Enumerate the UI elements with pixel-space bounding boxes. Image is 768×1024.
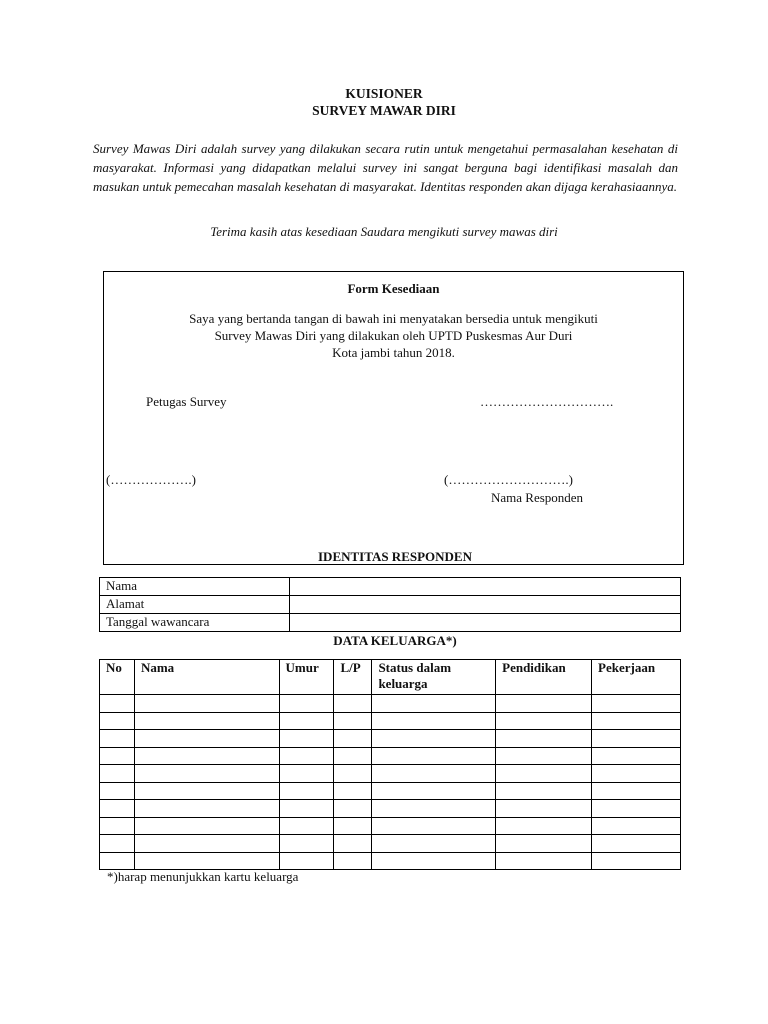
table-cell[interactable] — [134, 782, 279, 800]
table-cell[interactable] — [592, 835, 681, 853]
document-title: KUISIONER — [345, 86, 423, 101]
table-cell[interactable] — [334, 712, 372, 730]
table-cell[interactable] — [592, 730, 681, 748]
consent-text-line-1: Saya yang bertanda tangan di bawah ini menyatakan bersedia untuk mengikuti — [189, 311, 598, 326]
table-cell[interactable] — [134, 712, 279, 730]
table-row — [100, 765, 681, 783]
table-cell[interactable] — [496, 712, 592, 730]
column-header-age: Umur — [279, 660, 334, 695]
table-cell[interactable] — [496, 852, 592, 870]
table-cell[interactable] — [100, 852, 135, 870]
table-cell[interactable] — [279, 817, 334, 835]
table-cell[interactable] — [496, 730, 592, 748]
table-cell[interactable] — [100, 730, 135, 748]
identity-value-interview-date[interactable] — [289, 614, 680, 632]
table-cell[interactable] — [496, 817, 592, 835]
family-header-row — [100, 660, 681, 695]
table-cell[interactable] — [334, 765, 372, 783]
consent-text-line-3: Kota jambi tahun 2018. — [332, 345, 455, 360]
table-cell[interactable] — [134, 695, 279, 713]
table-cell[interactable] — [334, 852, 372, 870]
table-cell[interactable] — [592, 800, 681, 818]
table-cell[interactable] — [372, 765, 496, 783]
table-cell[interactable] — [372, 800, 496, 818]
table-cell[interactable] — [134, 852, 279, 870]
table-cell[interactable] — [134, 730, 279, 748]
table-cell[interactable] — [279, 695, 334, 713]
table-cell[interactable] — [496, 800, 592, 818]
table-cell[interactable] — [372, 747, 496, 765]
column-header-no: No — [100, 660, 135, 695]
table-cell[interactable] — [279, 800, 334, 818]
table-row — [100, 730, 681, 748]
column-header-family-status: Status dalam keluarga — [372, 660, 496, 695]
table-cell[interactable] — [592, 782, 681, 800]
table-cell[interactable] — [279, 782, 334, 800]
table-cell[interactable] — [100, 695, 135, 713]
table-cell[interactable] — [279, 747, 334, 765]
table-cell[interactable] — [496, 747, 592, 765]
table-cell[interactable] — [100, 835, 135, 853]
identity-label: Tanggal wawancara — [100, 614, 290, 632]
table-cell[interactable] — [372, 782, 496, 800]
identity-label: Alamat — [100, 596, 290, 614]
table-cell[interactable] — [592, 712, 681, 730]
table-row — [100, 747, 681, 765]
consent-text-line-2: Survey Mawas Diri yang dilakukan oleh UPTD Puskesmas Aur Duri — [214, 328, 573, 343]
table-cell[interactable] — [496, 835, 592, 853]
consent-title: Form Kesediaan — [347, 281, 440, 296]
column-header-name: Nama — [134, 660, 279, 695]
table-cell[interactable] — [279, 765, 334, 783]
table-cell[interactable] — [592, 747, 681, 765]
table-row — [100, 835, 681, 853]
table-cell[interactable] — [134, 817, 279, 835]
table-cell[interactable] — [279, 852, 334, 870]
table-cell[interactable] — [334, 730, 372, 748]
officer-dots: …………………………. — [480, 394, 614, 409]
identity-row-name — [100, 578, 681, 596]
table-cell[interactable] — [592, 852, 681, 870]
identity-value-name[interactable] — [289, 578, 680, 596]
table-cell[interactable] — [100, 800, 135, 818]
table-cell[interactable] — [334, 695, 372, 713]
table-cell[interactable] — [279, 730, 334, 748]
table-cell[interactable] — [592, 765, 681, 783]
identity-value-address[interactable] — [289, 596, 680, 614]
table-cell[interactable] — [134, 747, 279, 765]
thanks-line: Terima kasih atas kesediaan Saudara mengikuti survey mawas diri — [210, 224, 558, 239]
column-header-sex: L/P — [334, 660, 372, 695]
identity-row-address — [100, 596, 681, 614]
table-cell[interactable] — [100, 782, 135, 800]
consent-form-box — [103, 271, 684, 565]
table-cell[interactable] — [134, 835, 279, 853]
table-cell[interactable] — [334, 782, 372, 800]
table-row — [100, 817, 681, 835]
table-cell[interactable] — [592, 695, 681, 713]
table-cell[interactable] — [334, 835, 372, 853]
officer-signature-line: (……………….) — [106, 472, 196, 487]
family-table — [99, 659, 681, 870]
table-cell[interactable] — [592, 817, 681, 835]
table-cell[interactable] — [372, 852, 496, 870]
identity-label: Nama — [100, 578, 290, 596]
table-cell[interactable] — [334, 800, 372, 818]
table-cell[interactable] — [496, 765, 592, 783]
respondent-signature-line: (……………………….) — [444, 472, 573, 487]
table-cell[interactable] — [279, 712, 334, 730]
table-cell[interactable] — [372, 730, 496, 748]
table-cell[interactable] — [134, 765, 279, 783]
table-row — [100, 852, 681, 870]
table-row — [100, 695, 681, 713]
table-cell[interactable] — [372, 835, 496, 853]
table-cell[interactable] — [279, 835, 334, 853]
table-cell[interactable] — [100, 712, 135, 730]
column-header-education: Pendidikan — [496, 660, 592, 695]
table-row — [100, 782, 681, 800]
family-table-body — [100, 695, 681, 870]
respondent-label: Nama Responden — [491, 490, 584, 505]
table-cell[interactable] — [134, 800, 279, 818]
table-cell[interactable] — [100, 747, 135, 765]
family-heading: DATA KELUARGA*) — [333, 633, 457, 648]
identity-row-interview-date — [100, 614, 681, 632]
table-cell[interactable] — [100, 765, 135, 783]
table-cell[interactable] — [334, 747, 372, 765]
document-subtitle: SURVEY MAWAR DIRI — [312, 103, 456, 118]
identity-table — [99, 577, 681, 632]
table-row — [100, 712, 681, 730]
table-cell[interactable] — [372, 817, 496, 835]
table-cell[interactable] — [334, 817, 372, 835]
identity-heading: IDENTITAS RESPONDEN — [318, 549, 472, 564]
family-footnote: *)harap menunjukkan kartu keluarga — [107, 869, 299, 884]
table-cell[interactable] — [100, 817, 135, 835]
intro-paragraph: Survey Mawas Diri adalah survey yang dilakukan secara rutin untuk mengetahui permasalahan kesehatan di masyarakat. Informasi yang didapatkan melalui survey ini sangat berguna bagi identifikasi masalah dan masukan untuk pemecahan masalah kesehatan di masyarakat. Identitas responden akan dijaga kerahasiaannya. — [93, 141, 678, 194]
table-cell[interactable] — [372, 695, 496, 713]
officer-label: Petugas Survey — [146, 394, 227, 409]
table-cell[interactable] — [496, 695, 592, 713]
table-row — [100, 800, 681, 818]
table-cell[interactable] — [372, 712, 496, 730]
column-header-occupation: Pekerjaan — [592, 660, 681, 695]
table-cell[interactable] — [496, 782, 592, 800]
